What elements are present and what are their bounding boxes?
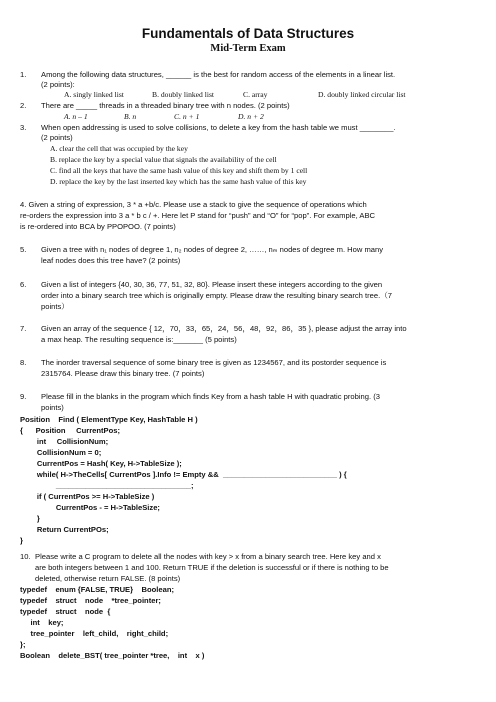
q6-number: 6. <box>20 280 27 289</box>
q1-text-line2: (2 points): <box>41 80 75 89</box>
q1-text-line1: Among the following data structures, ______ is the best for random access of the elements in a linear list. <box>41 70 396 79</box>
q4-text-line2: re-orders the expression into 3 a * b c / +. Here let P stand for “push” and “O” for “pop”. For example, ABC <box>20 211 376 220</box>
q10-code-line: typedef struct node { <box>20 607 111 616</box>
q9-text-line2: points) <box>41 403 64 412</box>
q2-option-b: B. n <box>124 112 137 121</box>
q10-text-line2: are both integers between 1 and 100. Return TRUE if the deletion is successful or if there is nothing to be <box>35 563 389 572</box>
q10-code-line: }; <box>20 640 26 649</box>
q10-code-line: tree_pointer left_child, right_child; <box>20 629 169 638</box>
q9-code-line: CurrentPos - = H->TableSize; <box>20 503 160 512</box>
q6-text-line1: Given a list of integers {40, 30, 36, 77, 51, 32, 80}. Please insert these integers according to the given <box>41 280 383 289</box>
q10-code-line: int key; <box>20 618 64 627</box>
q5-number: 5. <box>20 245 27 254</box>
q3-option-c: C. find all the keys that have the same hash value of this key and shift them by 1 cell <box>50 166 308 175</box>
q9-code-line: } <box>20 536 23 545</box>
q9-code-line: { Position CurrentPos; <box>20 426 120 435</box>
q10-code-line: typedef struct node *tree_pointer; <box>20 596 161 605</box>
q3-number: 3. <box>20 123 27 132</box>
q5-text-line2: leaf nodes does this tree have? (2 points) <box>41 256 181 265</box>
q2-option-c: C. n + 1 <box>174 112 200 121</box>
q1-option-b: B. doubly linked list <box>152 90 215 99</box>
q6-text-line2: order into a binary search tree which is originally empty. Please draw the resulting binary search tree.（7 <box>41 291 393 300</box>
q7-text-line1: Given an array of the sequence { 12，70，33，65，24，56，48，92，86，35 }, please adjust the array into <box>41 324 407 333</box>
q3-option-b: B. replace the key by a special value that signals the availability of the cell <box>50 155 277 164</box>
q9-text-line1: Please fill in the blanks in the program which finds Key from a hash table H with quadratic probing. (3 <box>41 392 380 401</box>
page-subtitle: Mid-Term Exam <box>210 43 286 54</box>
q9-code-line: CurrentPos = Hash( Key, H->TableSize ); <box>20 459 182 468</box>
q9-code-line: while( H->TheCells[ CurrentPos ].Info != Empty && ___________________________ ) { <box>20 470 347 479</box>
q1-option-d: D. doubly linked circular list <box>318 90 406 99</box>
q2-option-a: A. n – 1 <box>64 112 88 121</box>
q5-text-line1: Given a tree with n₁ nodes of degree 1, n₂ nodes of degree 2, ……, nₘ nodes of degree m. How many <box>41 245 384 254</box>
page-title: Fundamentals of Data Structures <box>141 26 355 41</box>
q9-code-line: Return CurrentPOs; <box>20 525 109 534</box>
q1-option-c: C. array <box>243 90 268 99</box>
q9-code-line: } <box>20 514 40 523</box>
q10-code-line: Boolean delete_BST( tree_pointer *tree, int x ) <box>20 651 205 660</box>
q1-option-a: A. singly linked list <box>64 90 124 99</box>
q9-code-line: if ( CurrentPos >= H->TableSize ) <box>20 492 155 501</box>
q6-text-line3: points） <box>41 302 69 311</box>
q9-code-line: int CollisionNum; <box>20 437 109 446</box>
q9-code-line: ________________________________; <box>20 481 194 490</box>
q8-text-line1: The inorder traversal sequence of some binary tree is given as 1234567, and its postorder sequence is <box>41 358 387 367</box>
q8-text-line2: 2315764. Please draw this binary tree. (7 points) <box>41 369 205 378</box>
q10-text-line3: deleted, otherwise return FALSE. (8 points) <box>35 574 181 583</box>
q10-code-line: typedef enum {FALSE, TRUE} Boolean; <box>20 585 175 594</box>
q4-text-line3: is re-ordered into BCA by PPOPOO. (7 points) <box>20 222 176 231</box>
q7-number: 7. <box>20 324 27 333</box>
q9-number: 9. <box>20 392 27 401</box>
q3-option-d: D. replace the key by the last inserted key which has the same hash value of this key <box>50 177 307 186</box>
q1-number: 1. <box>20 70 27 79</box>
q2-option-d: D. n + 2 <box>238 112 264 121</box>
q4-text-line1: 4. Given a string of expression, 3 * a +b/c. Please use a stack to give the sequence of operations which <box>20 200 367 209</box>
q9-code-line: CollisionNum = 0; <box>20 448 102 457</box>
q2-text-line1: There are _____ threads in a threaded binary tree with n nodes. (2 points) <box>41 101 290 110</box>
q8-number: 8. <box>20 358 27 367</box>
q2-number: 2. <box>20 101 27 110</box>
q3-text-line2: (2 points) <box>41 133 73 142</box>
q3-text-line1: When open addressing is used to solve collisions, to delete a key from the hash table we must ________. <box>41 123 396 132</box>
q10-text-line1: Please write a C program to delete all the nodes with key > x from a binary search tree. Here key and x <box>35 552 381 561</box>
q7-text-line2: a max heap. The resulting sequence is:_______ (5 points) <box>41 335 237 344</box>
q10-number: 10. <box>20 552 31 561</box>
q9-code-line: Position Find ( ElementType Key, HashTable H ) <box>20 415 198 424</box>
q3-option-a: A. clear the cell that was occupied by the key <box>50 144 188 153</box>
